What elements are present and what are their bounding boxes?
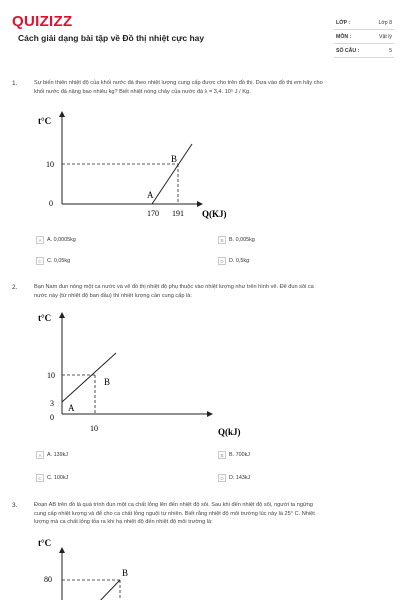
- option-text: D. 0,5kg: [229, 258, 250, 264]
- q2-y-tick: 10: [47, 371, 55, 380]
- meta-value: 5: [389, 47, 392, 54]
- option-text: A. 139kJ: [47, 452, 68, 458]
- q2-x-axis-label: Q(kJ): [218, 427, 241, 437]
- option-letter-box: B: [218, 236, 226, 244]
- option-text: C. 0,05kg: [47, 258, 71, 264]
- q1-x-tick: 170: [147, 209, 159, 218]
- q3-point-b: B: [122, 568, 129, 578]
- option-letter-box: C: [36, 257, 44, 265]
- meta-value: Vật lý: [379, 33, 392, 40]
- meta-key: LỚP :: [336, 19, 351, 26]
- option-c[interactable]: [36, 474, 68, 482]
- q1-y-tick: 0: [49, 199, 53, 208]
- meta-row-class: [334, 16, 394, 30]
- option-text: B. 0,005kg: [229, 237, 255, 243]
- option-a[interactable]: [36, 236, 76, 244]
- option-letter-box: D: [218, 257, 226, 265]
- meta-value: Lớp 8: [378, 19, 392, 26]
- option-letter-box: D: [218, 474, 226, 482]
- question-2-text: [34, 283, 392, 300]
- option-c[interactable]: [36, 257, 70, 265]
- question-3-number: 3.: [12, 502, 18, 509]
- option-a[interactable]: [36, 451, 68, 459]
- q2-point-a: A: [68, 403, 75, 413]
- q3-y-tick: 80: [44, 575, 52, 584]
- question-2-graph: [0, 305, 400, 440]
- question-1-line: Sự biến thiên nhiệt độ của khối nước đá theo nhiệt lượng cung cấp được cho trên đồ thị. Dựa vào đồ thị em hãy cho: [34, 80, 323, 86]
- option-text: A. 0,0005kg: [47, 237, 76, 243]
- option-d[interactable]: [218, 257, 249, 265]
- q2-y-tick: 0: [50, 413, 54, 422]
- q3-y-axis-label: t°C: [38, 538, 52, 548]
- question-1-number: 1.: [12, 80, 18, 87]
- option-text: C. 100kJ: [47, 475, 69, 481]
- q1-x-axis-label: Q(KJ): [202, 209, 227, 219]
- option-text: B. 700kJ: [229, 452, 250, 458]
- q2-y-tick: 3: [50, 399, 54, 408]
- option-b[interactable]: [218, 451, 250, 459]
- meta-table: [334, 16, 394, 58]
- question-1-graph: [0, 100, 400, 230]
- option-text: D. 143kJ: [229, 475, 251, 481]
- meta-key: MÔN :: [336, 33, 352, 40]
- question-2-line: Bạn Nam đun nóng một ca nước và vẽ đồ thị nhiệt độ phụ thuộc vào nhiệt lượng như trên hình vẽ. Để đun sôi ca: [34, 284, 314, 290]
- question-3-line: lượng mà ca chất lỏng tỏa ra khi hạ nhiệt độ đến nhiệt độ môi trường là:: [34, 519, 213, 526]
- option-b[interactable]: [218, 236, 255, 244]
- q1-point-b: B: [171, 154, 178, 164]
- option-letter-box: B: [218, 451, 226, 459]
- q2-x-tick: 10: [90, 424, 98, 433]
- question-1-text: [34, 79, 392, 96]
- q2-y-axis-label: t°C: [38, 313, 52, 323]
- meta-row-subject: [334, 30, 394, 44]
- question-3-line: cung cấp nhiệt lượng và để cho ca chất lỏng nguội tự nhiên. Biết rằng nhiệt độ môi trường lúc này là 25° C. Nhiệt: [34, 510, 315, 517]
- q1-y-tick: 10: [46, 160, 54, 169]
- option-letter-box: A: [36, 236, 44, 244]
- q1-x-tick: 191: [172, 209, 184, 218]
- option-letter-box: C: [36, 474, 44, 482]
- option-d[interactable]: [218, 474, 250, 482]
- question-2-line: nước này (từ nhiệt độ ban đầu) thì nhiệt lượng cần cung cấp là:: [34, 292, 192, 299]
- question-1-line: khối nước đá nặng bao nhiêu kg? Biết nhiệt nóng chảy của nước đá λ = 3,4. 10⁵ J / Kg.: [34, 88, 251, 95]
- question-2-number: 2.: [12, 284, 18, 291]
- meta-row-count: [334, 44, 394, 58]
- q1-point-a: A: [147, 190, 154, 200]
- question-3-graph: [0, 530, 400, 600]
- option-letter-box: A: [36, 451, 44, 459]
- question-3-text: [34, 501, 392, 527]
- q2-point-b: B: [104, 377, 111, 387]
- q1-y-axis-label: t°C: [38, 116, 52, 126]
- quizizz-logo: QUIZIZZ: [12, 13, 73, 30]
- meta-key: SỐ CÂU :: [336, 47, 360, 54]
- question-3-line: Đoạn AB trên đồ là quá trình đun một ca chất lỏng lên đến nhiệt độ sôi. Sau khi đến nhiệt độ sôi, người ta ngừng: [34, 502, 313, 508]
- document-title: Cách giải dạng bài tập về Đồ thị nhiệt cực hay: [18, 33, 205, 43]
